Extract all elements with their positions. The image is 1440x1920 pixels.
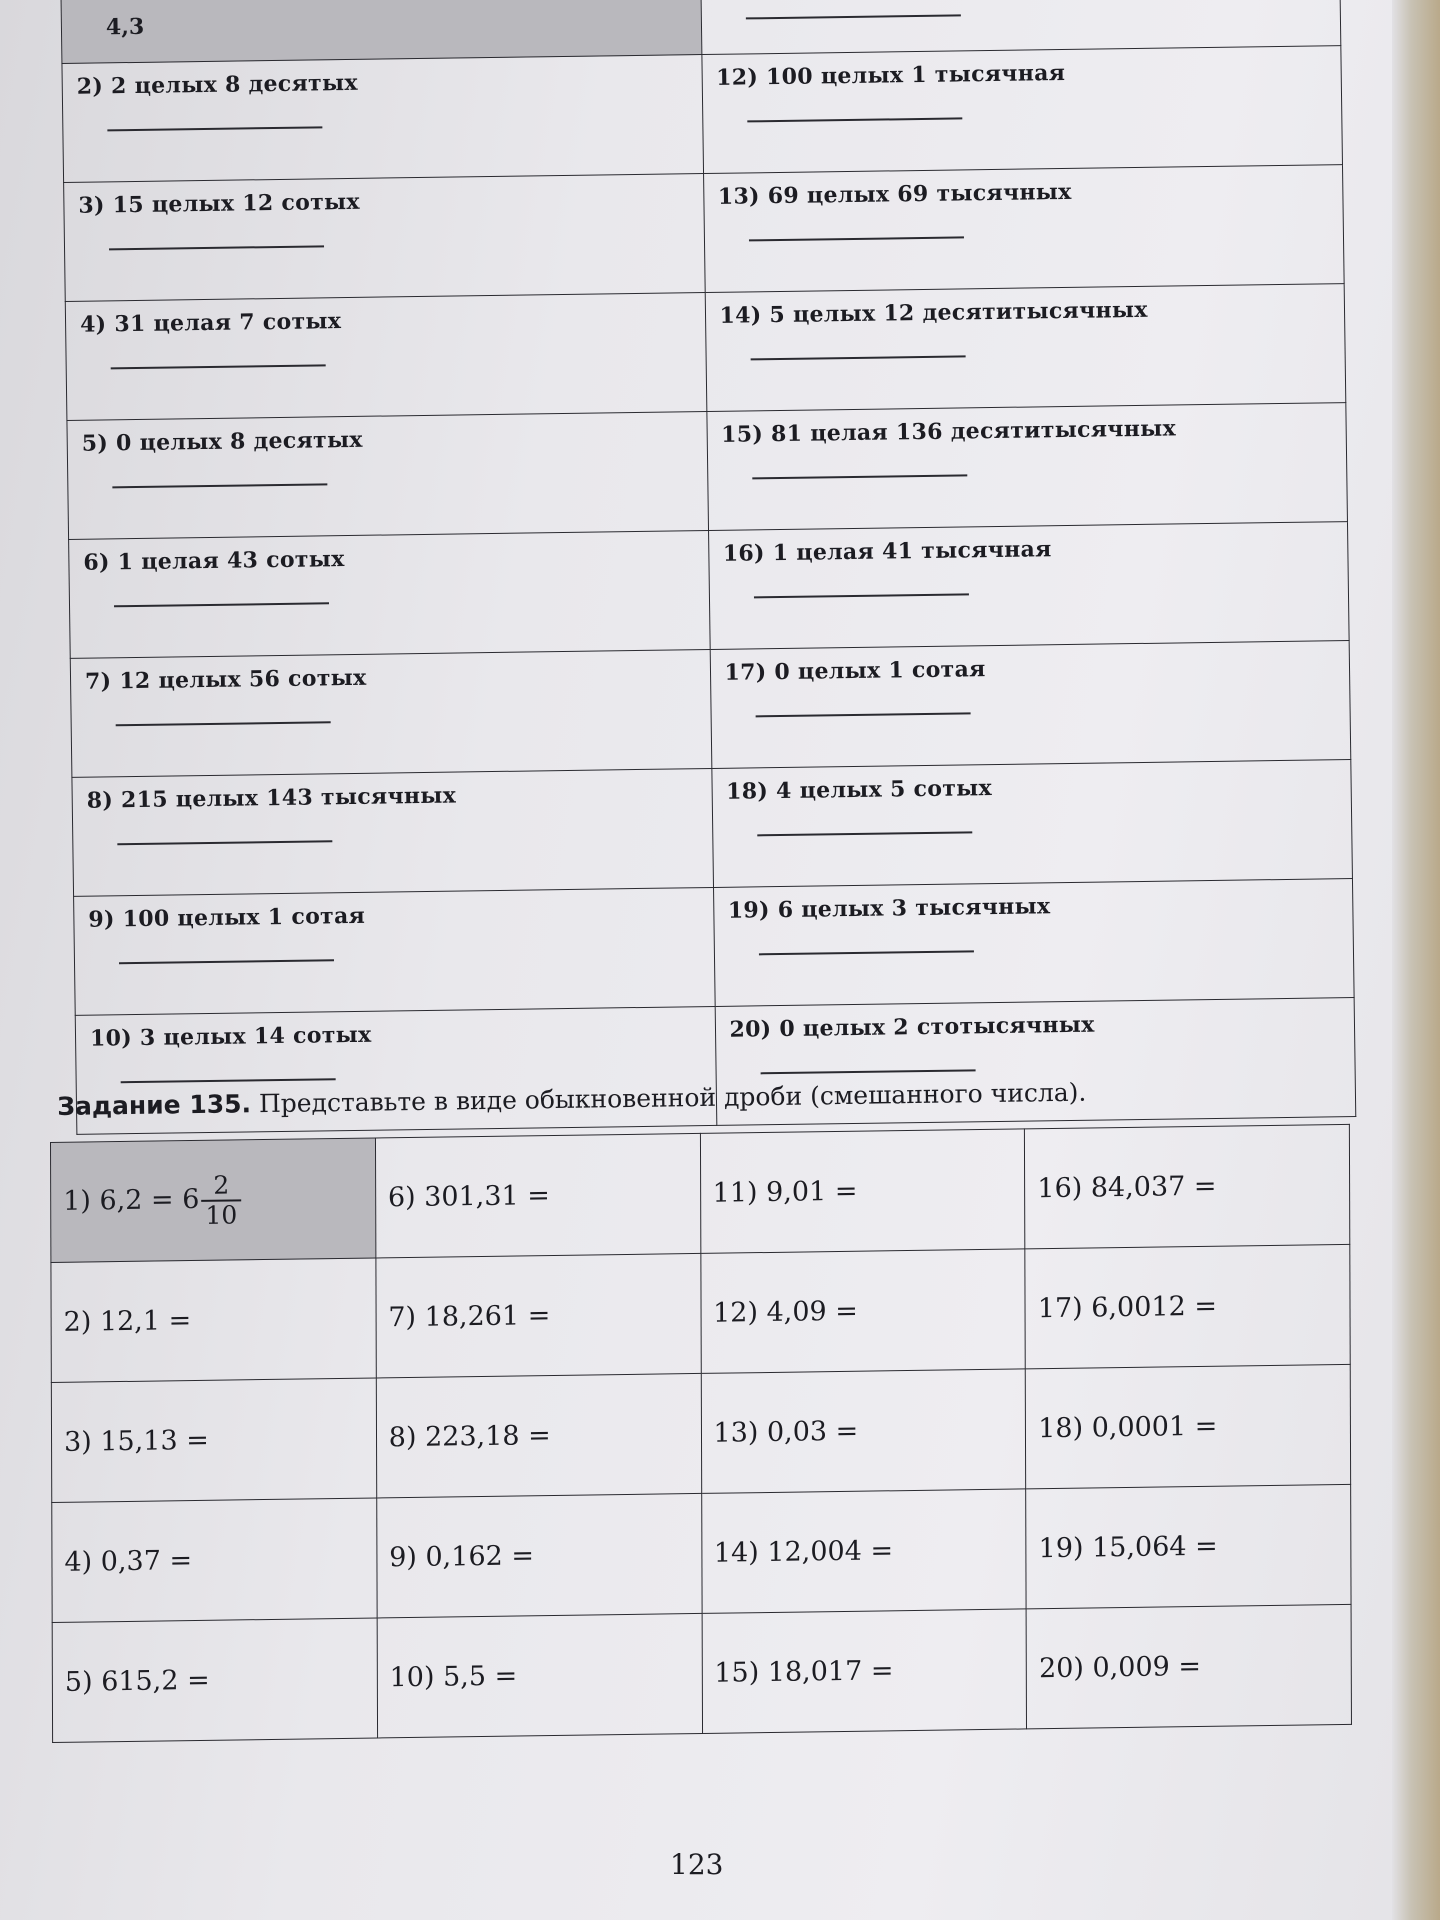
item-label: 16) 1 целая 41 тысячная bbox=[722, 536, 1052, 567]
table-row bbox=[69, 522, 1350, 659]
task-134-cell bbox=[67, 412, 708, 540]
item-label: 7) 12 целых 56 сотых bbox=[84, 664, 367, 695]
fraction-numerator: 2 bbox=[201, 1171, 241, 1201]
exercise-cell[interactable]: 18) 0,0001 = bbox=[1025, 1364, 1350, 1489]
task-134-cell bbox=[710, 641, 1351, 769]
table-row bbox=[72, 760, 1353, 897]
answer-blank[interactable] bbox=[116, 721, 331, 726]
answer-blank[interactable] bbox=[117, 840, 332, 845]
exercise-cell[interactable]: 13) 0,03 = bbox=[701, 1369, 1026, 1494]
task-134-cell bbox=[701, 46, 1342, 174]
task-134-cell bbox=[74, 887, 715, 1015]
item-label: 4) 31 целая 7 сотых bbox=[79, 308, 342, 338]
answer-blank[interactable] bbox=[750, 355, 965, 360]
item-label: 3) 15 целых 12 сотых bbox=[78, 188, 360, 219]
answer-blank[interactable] bbox=[755, 712, 970, 717]
item-label: 12) 100 целых 1 тысячная bbox=[716, 59, 1066, 91]
example-cell bbox=[51, 1138, 376, 1263]
item-label: 5) 0 целых 8 десятых bbox=[81, 426, 363, 457]
task-134-cell bbox=[61, 0, 702, 63]
task-134-cell bbox=[64, 174, 705, 302]
answer-blank[interactable] bbox=[745, 14, 960, 19]
answer-blank[interactable] bbox=[747, 117, 962, 122]
item-label: 15) 81 целая 136 десятитысячных bbox=[721, 415, 1177, 448]
table-row bbox=[51, 1364, 1350, 1502]
exercise-cell[interactable]: 20) 0,009 = bbox=[1026, 1604, 1351, 1729]
task-134-cell bbox=[65, 293, 706, 421]
task-134-cell bbox=[706, 403, 1347, 531]
item-label: 6) 1 целая 43 сотых bbox=[83, 546, 345, 576]
item-label: 17) 0 целых 1 сотая bbox=[724, 656, 986, 686]
item-label: 18) 4 целых 5 сотых bbox=[725, 775, 993, 805]
exercise-cell[interactable]: 5) 615,2 = bbox=[52, 1618, 377, 1743]
item-label: 2) 2 целых 8 десятых bbox=[76, 69, 358, 100]
table-row bbox=[64, 165, 1345, 302]
exercise-cell[interactable]: 3) 15,13 = bbox=[51, 1378, 376, 1503]
item-label: 13) 69 целых 69 тысячных bbox=[717, 178, 1072, 210]
exercise-cell[interactable]: 14) 12,004 = bbox=[701, 1489, 1026, 1614]
item-label: 19) 6 целых 3 тысячных bbox=[727, 893, 1051, 924]
task-134-cell bbox=[705, 284, 1346, 412]
answer-blank[interactable] bbox=[109, 245, 324, 250]
task-135-table bbox=[50, 1124, 1352, 1743]
task-134-cell bbox=[69, 531, 710, 659]
table-row bbox=[74, 879, 1355, 1016]
item-label: 10) 3 целых 14 сотых bbox=[89, 1021, 372, 1052]
answer-blank[interactable] bbox=[753, 593, 968, 598]
task-134-cell bbox=[703, 165, 1344, 293]
exercise-cell[interactable]: 9) 0,162 = bbox=[376, 1493, 701, 1618]
exercise-cell[interactable]: 12) 4,09 = bbox=[700, 1249, 1025, 1374]
task-134-cell bbox=[72, 768, 713, 896]
task-134-cell bbox=[713, 879, 1354, 1007]
task-134-cell bbox=[708, 522, 1349, 650]
exercise-cell[interactable]: 11) 9,01 = bbox=[700, 1129, 1025, 1254]
table-row bbox=[67, 403, 1348, 540]
answer-blank[interactable] bbox=[119, 959, 334, 964]
table-row bbox=[70, 641, 1351, 778]
exercise-cell[interactable]: 19) 15,064 = bbox=[1026, 1484, 1351, 1609]
fraction bbox=[201, 1171, 241, 1229]
exercise-cell[interactable]: 2) 12,1 = bbox=[51, 1258, 376, 1383]
page-edge bbox=[1392, 0, 1440, 1920]
answer-blank[interactable] bbox=[114, 602, 329, 607]
answer-blank[interactable] bbox=[112, 483, 327, 488]
table-row bbox=[65, 284, 1346, 421]
fraction-denominator: 10 bbox=[205, 1199, 238, 1230]
answer-blank[interactable] bbox=[757, 831, 972, 836]
exercise-cell[interactable]: 16) 84,037 = bbox=[1025, 1124, 1350, 1249]
task-instruction: Представьте в виде обыкновенной дроби (смешанного числа). bbox=[250, 1077, 1087, 1119]
table-row bbox=[52, 1604, 1351, 1742]
exercise-cell[interactable]: 10) 5,5 = bbox=[377, 1613, 702, 1738]
example-expression: 1) 6,2 = 6 bbox=[63, 1183, 200, 1217]
table-row bbox=[62, 46, 1343, 183]
exercise-cell[interactable]: 7) 18,261 = bbox=[376, 1253, 701, 1378]
exercise-cell[interactable]: 4) 0,37 = bbox=[52, 1498, 377, 1623]
exercise-cell[interactable]: 6) 301,31 = bbox=[375, 1133, 700, 1258]
task-134-cell bbox=[711, 760, 1352, 888]
table-row bbox=[51, 1244, 1350, 1382]
task-134-table bbox=[60, 0, 1356, 1135]
exercise-cell[interactable]: 17) 6,0012 = bbox=[1025, 1244, 1350, 1369]
example-answer: 4,3 bbox=[105, 13, 145, 41]
answer-blank[interactable] bbox=[752, 474, 967, 479]
page-number: 123 bbox=[670, 1848, 724, 1881]
item-label: 9) 100 целых 1 сотая bbox=[88, 902, 366, 933]
answer-blank[interactable] bbox=[760, 1069, 975, 1074]
table-row bbox=[52, 1484, 1351, 1622]
task-number: Задание 135. bbox=[57, 1089, 252, 1121]
item-label: 14) 5 целых 12 десятитысячных bbox=[719, 296, 1148, 329]
exercise-cell[interactable]: 8) 223,18 = bbox=[376, 1373, 701, 1498]
answer-blank[interactable] bbox=[748, 236, 963, 241]
answer-blank[interactable] bbox=[758, 950, 973, 955]
task-134-cell bbox=[62, 55, 703, 183]
item-label: 20) 0 целых 2 стотысячных bbox=[729, 1011, 1095, 1043]
exercise-cell[interactable]: 15) 18,017 = bbox=[702, 1609, 1027, 1734]
answer-blank[interactable] bbox=[111, 364, 326, 369]
table-row bbox=[51, 1124, 1350, 1262]
item-label: 8) 215 целых 143 тысячных bbox=[86, 782, 457, 814]
task-134-cell bbox=[70, 649, 711, 777]
answer-blank[interactable] bbox=[107, 126, 322, 131]
answer-blank[interactable] bbox=[121, 1078, 336, 1083]
